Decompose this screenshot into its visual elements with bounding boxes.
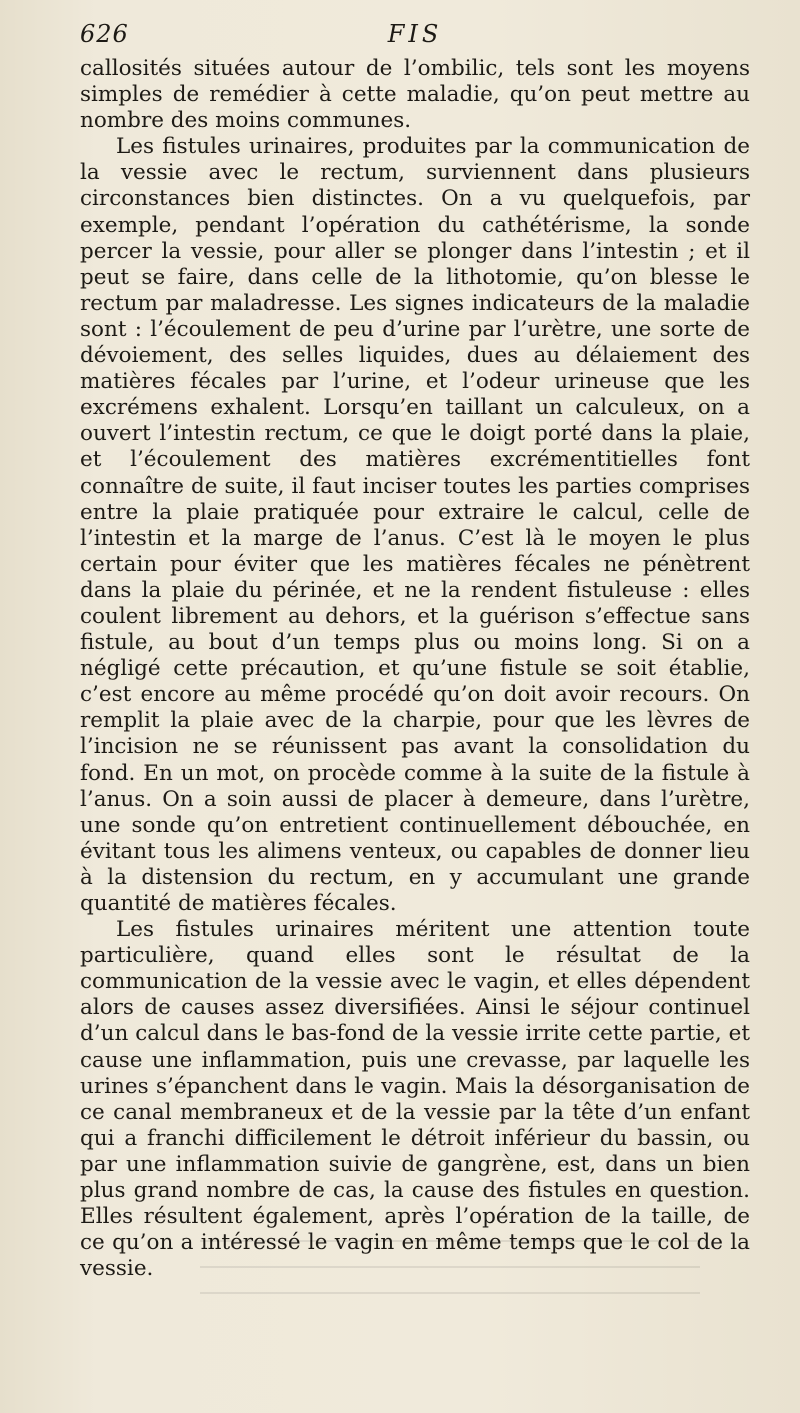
paragraph-vaginal-fistulas: Les fistules urinaires méritent une attention toute particulière, quand elles sont le résultat de la communication de la vessie avec le vagin, et elles dépendent alors de causes assez diversifiées. Ainsi le séjour continuel d’un calcul dans le bas-fond de la vessie irrite cette partie, et cause une inflammation, puis une crevasse, par laquelle les urines s’épanchent dans le vagin. Mais la désorganisation de ce canal membraneux et de la vessie par la tête d’un enfant qui a franchi difficilement le détroit inférieur du bassin, ou par une inflammation suivie de gangrène, est, dans un bien plus grand nombre de cas, la cause des fistules en question. Elles résultent également, après l’opération de la taille, de ce qu’on a intéressé le vagin en même temps que le col de la vessie. [80,917,750,1282]
paragraph-continuation: callosités situées autour de l’ombilic, tels sont les moyens simples de remédier à cette maladie, qu’on peut mettre au nombre des moins communes. [80,56,750,134]
page-header [80,20,750,54]
paragraph-rectal-fistulas: Les fistules urinaires, produites par la communication de la vessie avec le rectum, surviennent dans plusieurs circonstances bien distinctes. On a vu quelquefois, par exemple, pendant l’opération du cathétérisme, la sonde percer la vessie, pour aller se plonger dans l’intestin ; et il peut se faire, dans celle de la lithotomie, qu’on blesse le rectum par maladresse. Les signes indicateurs de la maladie sont : l’écoulement de peu d’urine par l’urètre, une sorte de dévoiement, des selles liquides, dues au délaiement des matières fécales par l’urine, et l’odeur urineuse que les excrémens exhalent. Lorsqu’en taillant un calculeux, on a ouvert l’intestin rectum, ce que le doigt porté dans la plaie, et l’écoulement des matières excrémentitielles font connaître de suite, il faut inciser toutes les parties comprises entre la plaie pratiquée pour extraire le calcul, celle de l’intestin et la marge de l’anus. C’est là le moyen le plus certain pour éviter que les matières fécales ne pénètrent dans la plaie du périnée, et ne la rendent fistuleuse : elles coulent librement au dehors, et la guérison s’effectue sans fistule, au bout d’un temps plus ou moins long. Si on a négligé cette précaution, et qu’une fistule se soit établie, c’est encore au même procédé qu’on doit avoir recours. On remplit la plaie avec de la charpie, pour que les lèvres de l’incision ne se réunissent pas avant la consolidation du fond. En un mot, on procède comme à la suite de la fistule à l’anus. On a soin aussi de placer à demeure, dans l’urètre, une sonde qu’on entretient continuellement débouchée, en évitant tous les alimens venteux, ou capables de donner lieu à la distension du rectum, en y accumulant une grande quantité de matières fécales. [80,134,750,916]
show-through-texture [200,1240,700,1300]
running-head: FIS [387,20,443,48]
page-number: 626 [80,20,129,48]
body-text [80,56,750,1282]
